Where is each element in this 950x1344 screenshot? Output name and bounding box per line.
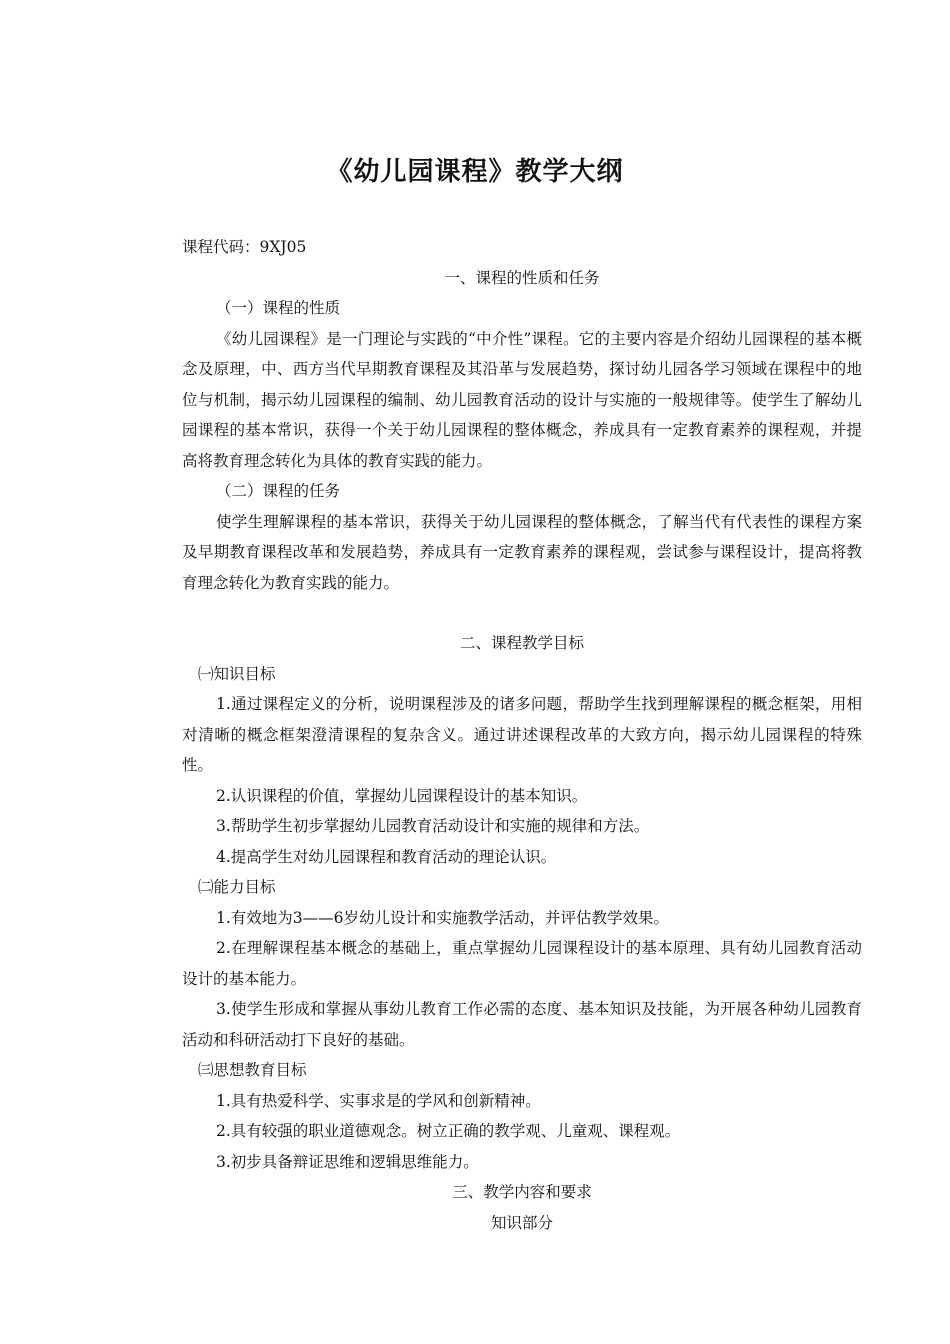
section1-sub2-heading: （二）课程的任务	[216, 482, 341, 500]
knowledge-goal-item: 3.帮助学生初步掌握幼儿园教育活动设计和实施的规律和方法。	[216, 817, 650, 835]
spacer	[182, 598, 862, 628]
knowledge-goals-heading: ㈠知识目标	[198, 664, 276, 683]
ability-goals-heading: ㈡能力目标	[198, 878, 276, 896]
section2-heading: 二、课程教学目标	[459, 634, 584, 652]
section3-heading: 三、教学内容和要求	[452, 1183, 592, 1201]
section1-sub1-paragraph: 《幼儿园课程》是一门理论与实践的“中介性”课程。它的主要内容是介绍幼儿园课程的基本概念及原理，中、西方当代早期教育课程及其沿革与发展趋势，探讨幼儿园各学习领域在课程中的地位与机制，揭示幼儿园课程的编制、幼儿园教育活动的设计与实施的一般规律等。使学生了解幼儿园课程的基本常识，获得一个关于幼儿园课程的整体概念，养成具有一定教育素养的课程观，并提高将教育理念转化为具体的教育实践的能力。	[182, 329, 862, 470]
document-body	[182, 232, 862, 1238]
ability-goal-item: 1.有效地为3——6岁幼儿设计和实施教学活动，并评估教学效果。	[216, 908, 670, 927]
ideology-goal-item: 2.具有较强的职业道德观念。树立正确的教学观、儿童观、课程观。	[216, 1122, 681, 1140]
knowledge-goal-item: 4.提高学生对幼儿园课程和教育活动的理论认识。	[216, 847, 557, 866]
section3-subheading: 知识部分	[490, 1213, 553, 1232]
ideology-goal-item: 3.初步具备辩证思维和逻辑思维能力。	[216, 1152, 479, 1171]
course-code: 课程代码：9XJ05	[182, 238, 307, 256]
ideology-goals-heading: ㈢思想教育目标	[198, 1061, 307, 1079]
section1-sub1-heading: （一）课程的性质	[216, 299, 341, 317]
ideology-goal-item: 1.具有热爱科学、实事求是的学风和创新精神。	[216, 1091, 541, 1110]
section1-sub2-paragraph: 使学生理解课程的基本常识，获得关于幼儿园课程的整体概念，了解当代有代表性的课程方案及早期教育课程改革和发展趋势，养成具有一定教育素养的课程观，尝试参与课程设计，提高将教育理念转化为教育实践的能力。	[182, 512, 862, 592]
section1-heading: 一、课程的性质和任务	[444, 268, 600, 287]
ability-goal-item: 2.在理解课程基本概念的基础上，重点掌握幼儿园课程设计的基本原理、具有幼儿园教育活动设计的基本能力。	[182, 939, 862, 988]
ability-goal-item: 3.使学生形成和掌握从事幼儿教育工作必需的态度、基本知识及技能，为开展各种幼儿园教育活动和科研活动打下良好的基础。	[182, 1000, 862, 1049]
document-title: 《幼儿园课程》教学大纲	[326, 157, 624, 187]
knowledge-goal-item: 1.通过课程定义的分析，说明课程涉及的诸多问题，帮助学生找到理解课程的概念框架，用相对清晰的概念框架澄清课程的复杂含义。通过讲述课程改革的大致方向，揭示幼儿园课程的特殊性。	[182, 695, 862, 774]
knowledge-goal-item: 2.认识课程的价值，掌握幼儿园课程设计的基本知识。	[216, 786, 588, 805]
